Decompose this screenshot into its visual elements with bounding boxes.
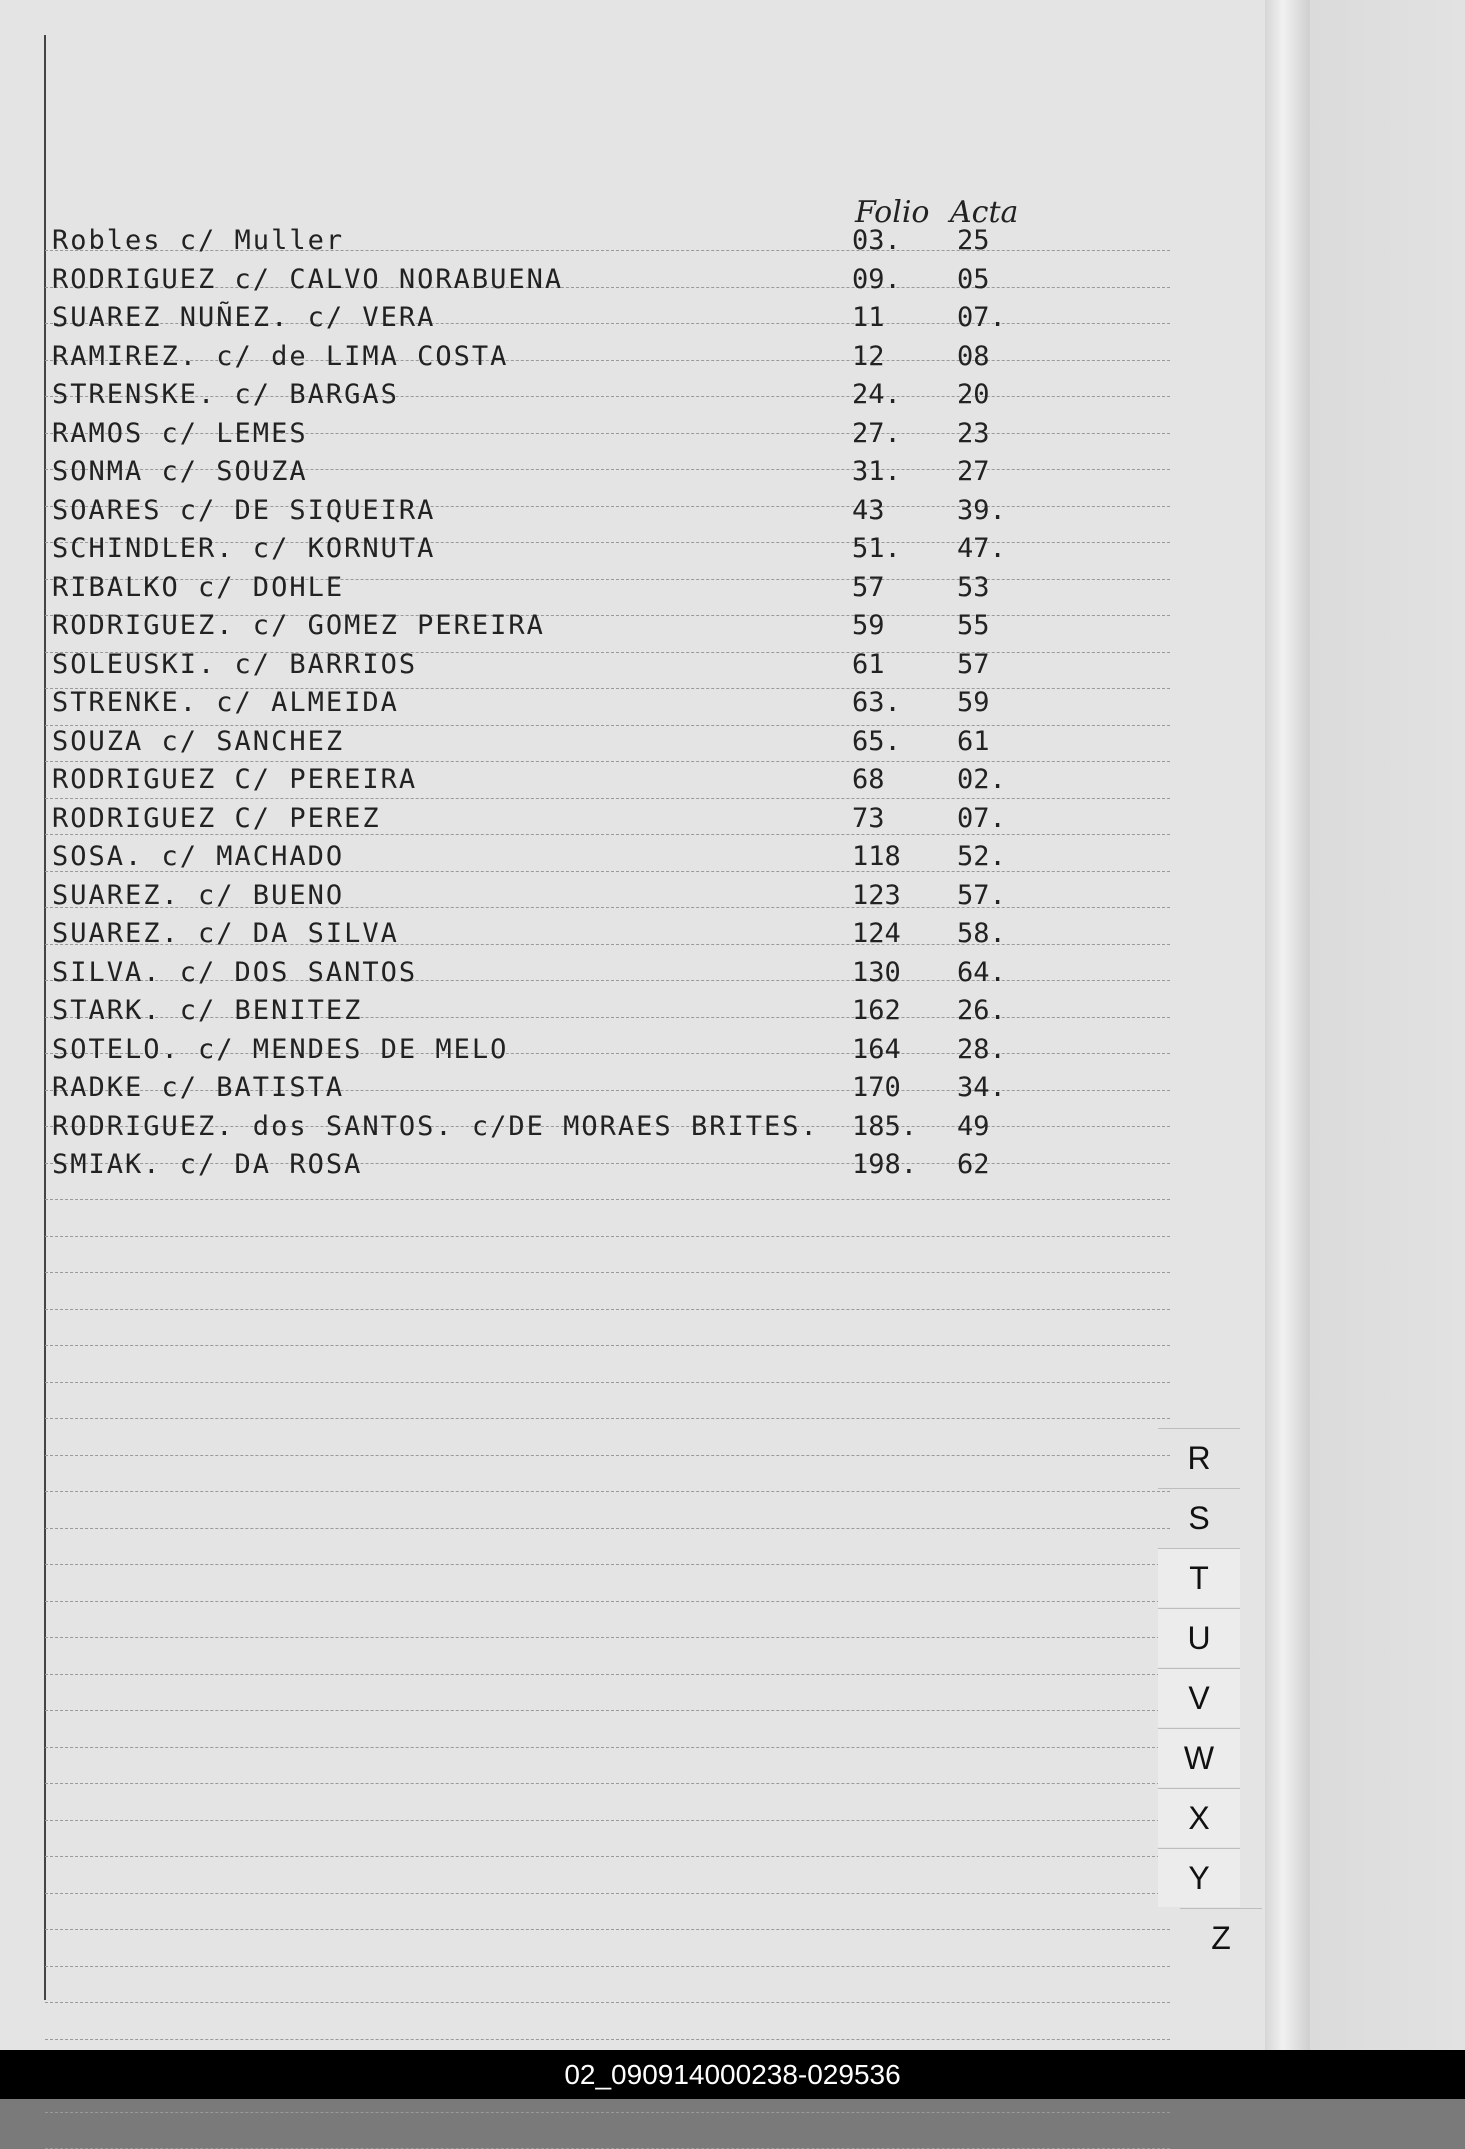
entry-acta: 02. [957, 764, 1006, 795]
ruled-line [45, 2112, 1170, 2113]
entry-acta: 39. [957, 494, 1006, 526]
entry-folio: 73 [852, 802, 885, 834]
ledger-entry [52, 572, 1132, 608]
entry-acta: 05 [957, 263, 990, 295]
ruled-line [45, 1783, 1170, 1784]
index-tab-w[interactable]: W [1158, 1728, 1240, 1787]
ruled-line [45, 1710, 1170, 1711]
entry-acta: 58. [957, 918, 1006, 949]
ledger-entry [52, 379, 1132, 415]
ruled-line [45, 1309, 1170, 1310]
index-tab-u[interactable]: U [1158, 1608, 1240, 1667]
entry-folio: 123 [852, 879, 901, 911]
entry-folio: 31. [852, 456, 901, 487]
entry-acta: 20 [957, 379, 990, 410]
ledger-entry [52, 456, 1132, 492]
ruled-line [45, 1820, 1170, 1821]
folio-column-header: Folio [855, 195, 930, 230]
entry-acta: 61 [957, 725, 990, 757]
entry-acta: 23 [957, 417, 990, 449]
index-tab-z[interactable]: Z [1180, 1908, 1262, 1967]
entry-name: RODRIGUEZ C/ PEREZ [52, 802, 381, 834]
entry-acta: 07. [957, 302, 1006, 333]
ledger-entry [52, 1034, 1132, 1070]
image-code-footer: 02_090914000238-029536 [0, 2050, 1465, 2099]
ruled-line [45, 2002, 1170, 2003]
entry-folio: 198. [852, 1149, 918, 1180]
entry-acta: 59 [957, 687, 990, 718]
ledger-entry [52, 995, 1132, 1031]
entry-name: RAMIREZ. c/ de LIMA COSTA [52, 340, 509, 372]
ruled-line [45, 2039, 1170, 2040]
entry-acta: 55 [957, 610, 990, 641]
entry-folio: 24. [852, 379, 901, 410]
ledger-entry [52, 225, 1132, 261]
index-tab-s[interactable]: S [1158, 1488, 1240, 1547]
index-tab-x[interactable]: X [1158, 1788, 1240, 1847]
ruled-line [45, 1236, 1170, 1237]
ruled-line [45, 1637, 1170, 1638]
ruled-line [45, 1747, 1170, 1748]
ruled-line [45, 1564, 1170, 1565]
entry-name: SUAREZ. c/ DA SILVA [52, 918, 399, 949]
entry-acta: 27 [957, 456, 990, 487]
entry-folio: 118 [852, 841, 901, 872]
entry-name: SOARES c/ DE SIQUEIRA [52, 494, 436, 526]
entry-name: RADKE c/ BATISTA [52, 1072, 345, 1103]
entry-folio: 185. [852, 1110, 918, 1142]
ledger-entry [52, 533, 1132, 569]
ledger-entry [52, 957, 1132, 993]
entry-name: RAMOS c/ LEMES [52, 417, 308, 449]
entry-acta: 49 [957, 1110, 990, 1142]
page-stack-edge [1265, 0, 1310, 2050]
entry-folio: 09. [852, 263, 901, 295]
ledger-entry [52, 649, 1132, 685]
entry-name: SOSA. c/ MACHADO [52, 841, 345, 872]
entry-folio: 12 [852, 340, 885, 372]
ruled-line [45, 1601, 1170, 1602]
entry-folio: 43 [852, 494, 885, 526]
entry-folio: 162 [852, 995, 901, 1026]
entry-name: SILVA. c/ DOS SANTOS [52, 956, 418, 988]
index-tab-y[interactable]: Y [1158, 1848, 1240, 1907]
ledger-entry [52, 1072, 1132, 1108]
entry-name: SMIAK. c/ DA ROSA [52, 1149, 363, 1180]
ruled-line [45, 1418, 1170, 1419]
ruled-line [45, 1199, 1170, 1200]
ledger-entry [52, 264, 1132, 300]
entry-name: STRENKE. c/ ALMEIDA [52, 687, 399, 718]
entry-name: RODRIGUEZ C/ PEREIRA [52, 764, 418, 795]
ledger-entry [52, 764, 1132, 800]
entry-folio: 61 [852, 648, 885, 680]
ledger-entry [52, 880, 1132, 916]
entry-folio: 170 [852, 1072, 901, 1103]
acta-column-header: Acta [950, 195, 1019, 230]
ruled-line [45, 1345, 1170, 1346]
entry-folio: 03. [852, 225, 901, 256]
entry-folio: 164 [852, 1033, 901, 1065]
entry-folio: 59 [852, 610, 885, 641]
entry-name: SCHINDLER. c/ KORNUTA [52, 533, 436, 564]
entry-acta: 64. [957, 956, 1006, 988]
ledger-entry [52, 726, 1132, 762]
ruled-line [45, 1856, 1170, 1857]
entry-acta: 07. [957, 802, 1006, 834]
ruled-line [45, 1893, 1170, 1894]
entry-acta: 62 [957, 1149, 990, 1180]
entry-acta: 57 [957, 648, 990, 680]
entry-name: SONMA c/ SOUZA [52, 456, 308, 487]
ledger-entry [52, 918, 1132, 954]
entry-acta: 28. [957, 1033, 1006, 1065]
entry-name: RODRIGUEZ. dos SANTOS. c/DE MORAES BRITES. [52, 1110, 819, 1142]
ruled-line [45, 1966, 1170, 1967]
ruled-line [45, 1528, 1170, 1529]
ruled-line [45, 1455, 1170, 1456]
ledger-entry [52, 418, 1132, 454]
ledger-entry [52, 1111, 1132, 1147]
index-tab-t[interactable]: T [1158, 1548, 1240, 1607]
entry-folio: 27. [852, 417, 901, 449]
ledger-entry [52, 610, 1132, 646]
index-tab-r[interactable]: R [1158, 1428, 1240, 1487]
entry-acta: 25 [957, 225, 990, 256]
entry-acta: 26. [957, 995, 1006, 1026]
ruled-line [45, 1272, 1170, 1273]
entry-folio: 57 [852, 571, 885, 603]
ruled-line [45, 1382, 1170, 1383]
entry-folio: 130 [852, 956, 901, 988]
entry-folio: 65. [852, 725, 901, 757]
ledger-entry [52, 1149, 1132, 1185]
entry-name: STRENSKE. c/ BARGAS [52, 379, 399, 410]
ledger-entry [52, 495, 1132, 531]
entry-acta: 47. [957, 533, 1006, 564]
page-margin-line [44, 35, 46, 2000]
entry-folio: 124 [852, 918, 901, 949]
ledger-entry [52, 803, 1132, 839]
entry-name: STARK. c/ BENITEZ [52, 995, 363, 1026]
entry-name: SOTELO. c/ MENDES DE MELO [52, 1033, 509, 1065]
entry-folio: 68 [852, 764, 885, 795]
entry-name: RODRIGUEZ. c/ GOMEZ PEREIRA [52, 610, 545, 641]
alphabet-index-tabs [1158, 1428, 1243, 1956]
ledger-entry [52, 341, 1132, 377]
entry-name: Robles c/ Muller [52, 225, 345, 256]
ruled-line [45, 1674, 1170, 1675]
entry-name: SUAREZ NUÑEZ. c/ VERA [52, 302, 436, 333]
entry-acta: 53 [957, 571, 990, 603]
entry-folio: 51. [852, 533, 901, 564]
entry-acta: 08 [957, 340, 990, 372]
entry-acta: 57. [957, 879, 1006, 911]
ruled-line [45, 1491, 1170, 1492]
ledger-entry [52, 687, 1132, 723]
entry-acta: 52. [957, 841, 1006, 872]
entry-name: SUAREZ. c/ BUENO [52, 879, 345, 911]
entry-folio: 63. [852, 687, 901, 718]
ledger-entry [52, 302, 1132, 338]
ledger-entry [52, 841, 1132, 877]
index-tab-v[interactable]: V [1158, 1668, 1240, 1727]
entry-name: SOLEUSKI. c/ BARRIOS [52, 648, 418, 680]
entry-name: SOUZA c/ SANCHEZ [52, 725, 345, 757]
entry-folio: 11 [852, 302, 885, 333]
entry-acta: 34. [957, 1072, 1006, 1103]
entry-name: RIBALKO c/ DOHLE [52, 571, 345, 603]
ruled-line [45, 1929, 1170, 1930]
entry-name: RODRIGUEZ c/ CALVO NORABUENA [52, 263, 564, 295]
